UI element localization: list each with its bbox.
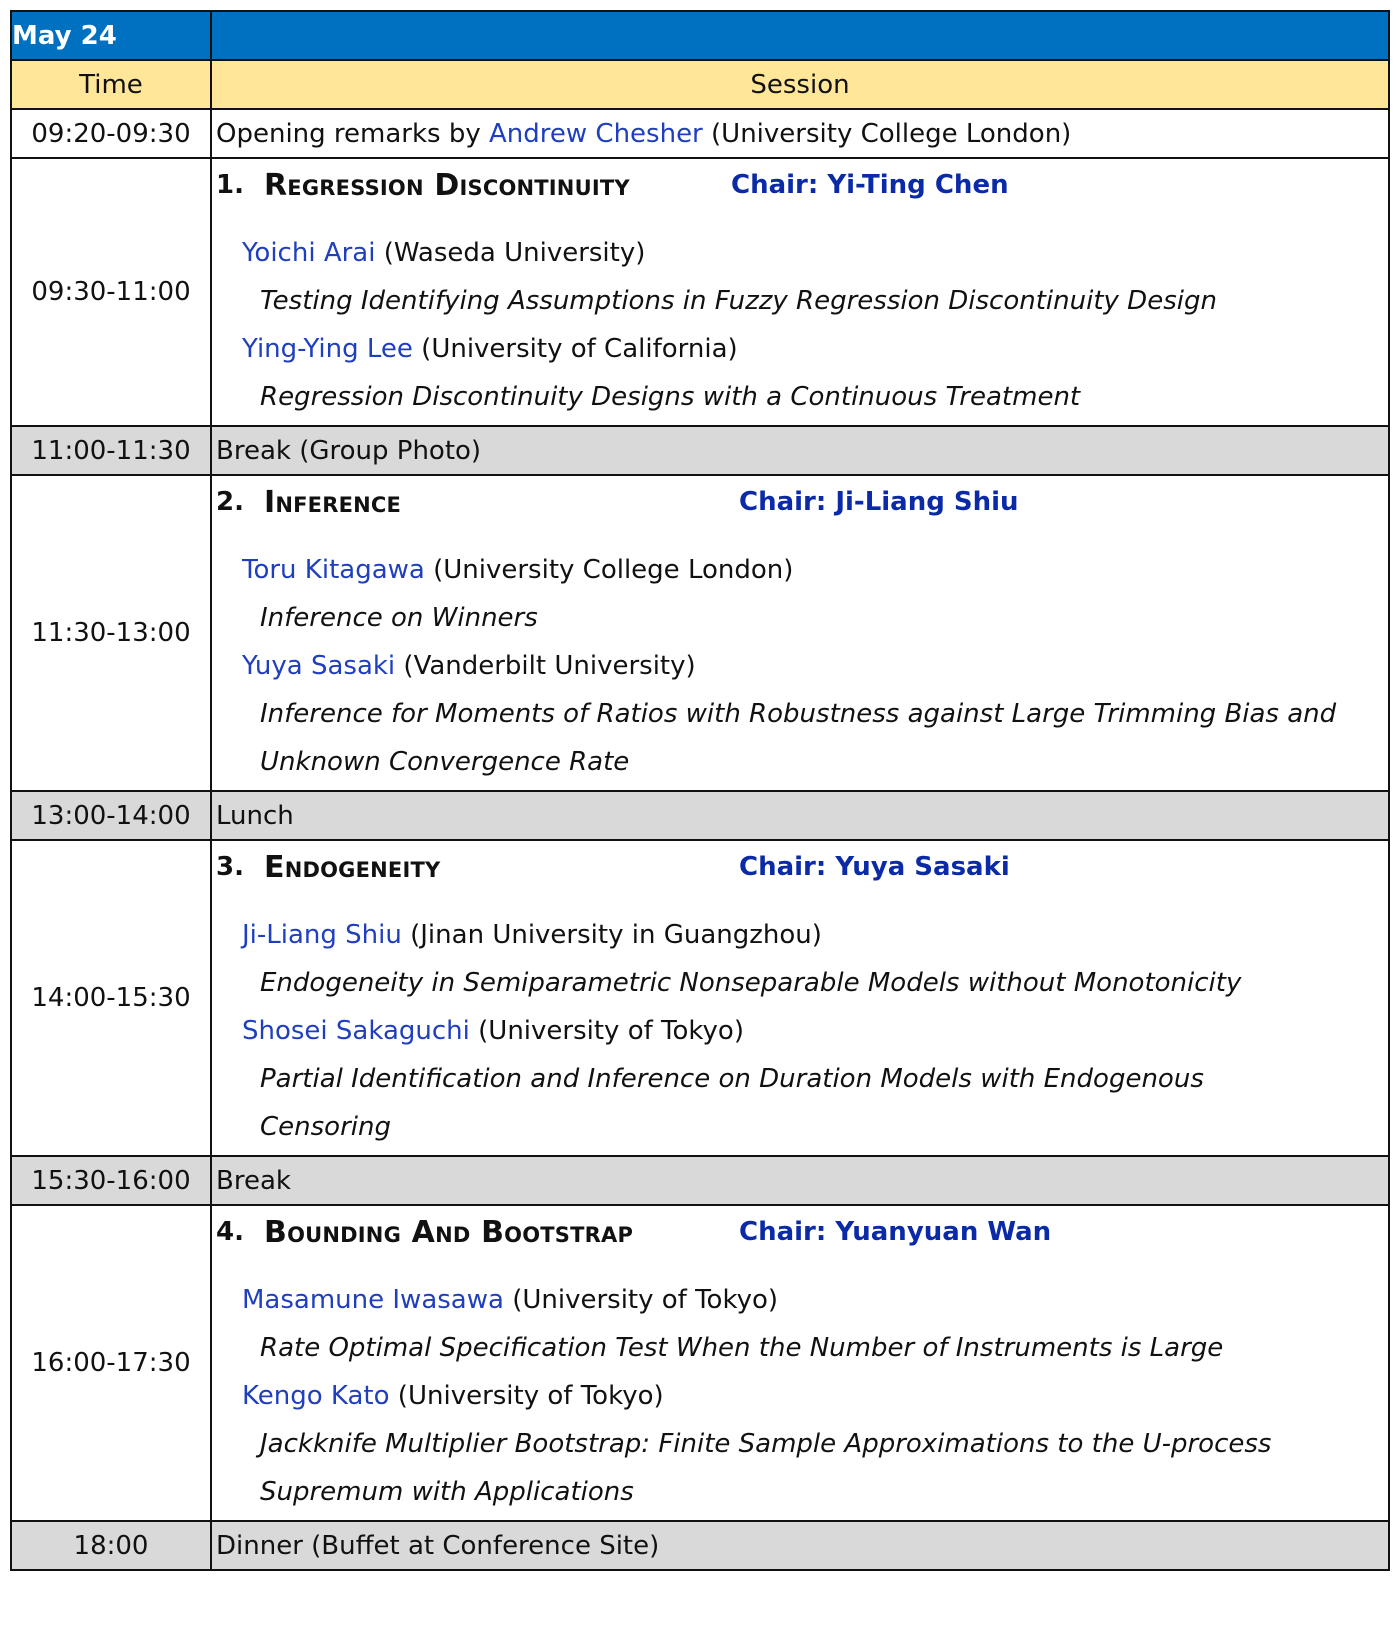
break-label: Dinner (Buffet at Conference Site)	[211, 1521, 1389, 1570]
opening-affiliation: (University College London)	[702, 118, 1072, 149]
break-label: Break (Group Photo)	[211, 426, 1389, 475]
opening-prefix: Opening remarks by	[216, 118, 489, 149]
break-time: 11:00-11:30	[11, 426, 211, 475]
session-row	[11, 475, 1389, 791]
talk-title-continued: Censoring	[260, 1112, 391, 1142]
day-label: May 24	[11, 11, 211, 60]
session-title: Regression Discontinuity	[264, 167, 630, 203]
session-chair: Chair: Yuanyuan Wan	[739, 1217, 1052, 1247]
session-cell	[211, 158, 1389, 426]
talk-author: Ying-Ying Lee	[242, 334, 413, 364]
session-chair: Chair: Yuya Sasaki	[739, 852, 1010, 882]
talk-affiliation: (University College London)	[424, 555, 794, 585]
break-label: Lunch	[211, 791, 1389, 840]
break-row	[11, 791, 1389, 840]
talk-author-line	[216, 642, 1384, 690]
session-chair: Chair: Yi-Ting Chen	[731, 170, 1009, 200]
session-time: 16:00-17:30	[11, 1205, 211, 1521]
talk-author: Masamune Iwasawa	[242, 1285, 504, 1315]
opening-speaker: Andrew Chesher	[489, 118, 703, 149]
talk-author-line	[216, 1372, 1384, 1420]
talk-author: Ji-Liang Shiu	[242, 920, 402, 950]
talk-affiliation: (Vanderbilt University)	[395, 651, 696, 681]
talk-affiliation: (University of Tokyo)	[469, 1016, 744, 1046]
session-row	[11, 158, 1389, 426]
date-header-row	[11, 11, 1389, 60]
talk-title: Testing Identifying Assumptions in Fuzzy Regression Discontinuity Design	[260, 286, 1217, 316]
time-column-header: Time	[11, 60, 211, 109]
break-row	[11, 426, 1389, 475]
talk-author-line	[216, 229, 1384, 277]
talk-title-continued: Supremum with Applications	[260, 1477, 634, 1507]
talk-title: Inference on Winners	[260, 603, 538, 633]
talk-author-line	[216, 546, 1384, 594]
break-row	[11, 1521, 1389, 1570]
talk-author: Yuya Sasaki	[242, 651, 396, 681]
talk-affiliation: (University of Tokyo)	[503, 1285, 779, 1315]
talk-author-line	[216, 325, 1384, 373]
session-number: 3.	[216, 852, 244, 882]
talk-affiliation: (Jinan University in Guangzhou)	[401, 920, 822, 950]
session-cell	[211, 840, 1389, 1156]
opening-remarks	[211, 109, 1389, 158]
talk-author: Kengo Kato	[242, 1381, 390, 1411]
talk-title-continued: Unknown Convergence Rate	[260, 747, 630, 777]
break-time: 13:00-14:00	[11, 791, 211, 840]
session-number: 2.	[216, 487, 244, 517]
talk-affiliation: (University of Tokyo)	[389, 1381, 664, 1411]
break-row	[11, 1156, 1389, 1205]
session-title: Bounding And Bootstrap	[264, 1214, 634, 1250]
talk-affiliation: (Waseda University)	[375, 238, 646, 268]
session-row	[11, 1205, 1389, 1521]
talk-title: Regression Discontinuity Designs with a Continuous Treatment	[260, 382, 1081, 412]
session-number: 4.	[216, 1217, 244, 1247]
talk-author: Shosei Sakaguchi	[242, 1016, 470, 1046]
talk-title: Rate Optimal Specification Test When the Number of Instruments is Large	[260, 1333, 1224, 1363]
opening-row	[11, 109, 1389, 158]
break-label: Break	[211, 1156, 1389, 1205]
schedule-table	[10, 10, 1390, 1571]
talk-author: Toru Kitagawa	[242, 555, 425, 585]
talk-title: Jackknife Multiplier Bootstrap: Finite Sample Approximations to the U-process	[260, 1429, 1272, 1459]
session-column-header: Session	[211, 60, 1389, 109]
talk-author-line	[216, 1276, 1384, 1324]
talk-title: Partial Identification and Inference on Duration Models with Endogenous	[260, 1064, 1204, 1094]
date-header-fill	[211, 11, 1389, 60]
opening-time: 09:20-09:30	[11, 109, 211, 158]
session-time: 14:00-15:30	[11, 840, 211, 1156]
break-time: 18:00	[11, 1521, 211, 1570]
talk-affiliation: (University of California)	[412, 334, 738, 364]
session-title: Inference	[264, 484, 402, 520]
break-time: 15:30-16:00	[11, 1156, 211, 1205]
talk-author-line	[216, 1007, 1384, 1055]
session-time: 09:30-11:00	[11, 158, 211, 426]
session-chair: Chair: Ji-Liang Shiu	[739, 487, 1019, 517]
session-title: Endogeneity	[264, 849, 441, 885]
session-row	[11, 840, 1389, 1156]
talk-author-line	[216, 911, 1384, 959]
talk-author: Yoichi Arai	[242, 238, 376, 268]
talk-title: Endogeneity in Semiparametric Nonseparable Models without Monotonicity	[260, 968, 1242, 998]
session-time: 11:30-13:00	[11, 475, 211, 791]
session-number: 1.	[216, 170, 244, 200]
column-header-row	[11, 60, 1389, 109]
session-cell	[211, 475, 1389, 791]
talk-title: Inference for Moments of Ratios with Robustness against Large Trimming Bias and	[260, 699, 1337, 729]
session-cell	[211, 1205, 1389, 1521]
